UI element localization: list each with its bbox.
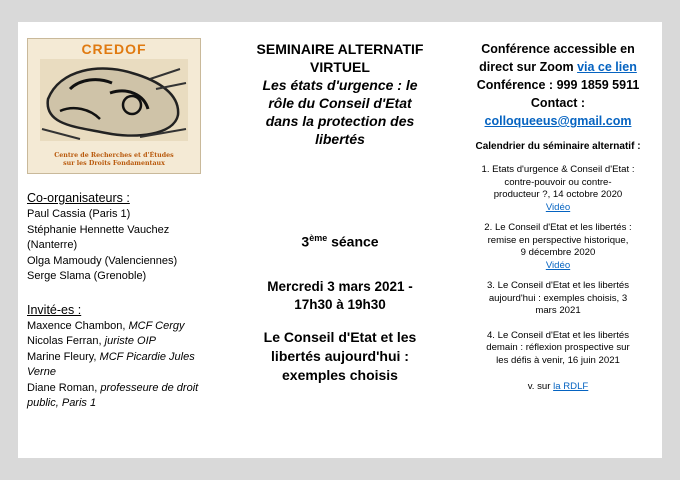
- calendar-item: 2. Le Conseil d'Etat et les libertés : remise en perspective historique, 9 décembre 2020: [484, 222, 632, 258]
- credof-logo: [27, 38, 201, 174]
- coorganizer-line: Stéphanie Hennette Vauchez: [27, 223, 170, 236]
- contact-email-link[interactable]: colloqueeus@gmail.com: [484, 114, 632, 128]
- calendar-heading: Calendrier du séminaire alternatif :: [475, 141, 641, 152]
- coorganizer-line: (Nanterre): [27, 239, 78, 251]
- seminar-title: SEMINAIRE ALTERNATIF VIRTUEL: [256, 41, 424, 75]
- rdlf-link[interactable]: la RDLF: [553, 381, 589, 392]
- calendar-item: 1. Etats d'urgence & Conseil d'Etat : contre-pouvoir ou contre- producteur ?, 14 octobre 2020: [481, 164, 635, 200]
- logo-drawing-icon: [40, 59, 188, 141]
- coorganizer-line: Serge Slama (Grenoble): [27, 270, 147, 282]
- conference-column: [458, 40, 658, 392]
- calendar-item: 4. Le Conseil d'Etat et les libertés demain : réflexion prospective sur les défis à venir, 16 juin 2021: [486, 329, 630, 366]
- logo-subtitle: Centre de Recherches et d'Études sur les Droits Fondamentaux: [54, 152, 174, 167]
- invited-line: Maxence Chambon, MCF Cergy: [27, 319, 185, 332]
- seminar-column: [240, 40, 440, 385]
- coorganizer-line: Olga Mamoudy (Valenciennes): [27, 254, 178, 267]
- session-number: 3ème séance: [301, 233, 379, 250]
- coorganizers-heading: Co-organisateurs :: [27, 191, 130, 205]
- seminar-topic: Les états d'urgence : le rôle du Conseil d'Etat dans la protection des libertés: [262, 77, 418, 147]
- video-link[interactable]: Vidéo: [545, 259, 571, 271]
- invited-line: Marine Fleury, MCF Picardie Jules: [27, 350, 195, 363]
- flyer-page: [18, 22, 662, 458]
- logo-title: CREDOF: [81, 41, 147, 57]
- conference-info: Conférence accessible en direct sur Zoom via ce lien Conférence : 999 1859 5911 Contact : colloqueeus@gmail.com: [476, 42, 640, 128]
- invited-line: Verne: [27, 366, 56, 378]
- invited-line: public, Paris 1: [27, 397, 97, 409]
- calendar-list: [458, 164, 658, 367]
- zoom-link[interactable]: via ce lien: [577, 60, 637, 74]
- invited-line: Nicolas Ferran, juriste OIP: [27, 335, 156, 347]
- coorganizer-line: Paul Cassia (Paris 1): [27, 208, 131, 220]
- video-link[interactable]: Vidéo: [545, 201, 571, 213]
- invited-heading: Invité-es :: [27, 302, 82, 317]
- invited-line: Diane Roman, professeure de droit: [27, 381, 199, 394]
- session-date: Mercredi 3 mars 2021 - 17h30 à 19h30: [267, 278, 413, 312]
- session-theme: Le Conseil d'Etat et les libertés aujourd'hui : exemples choisis: [263, 328, 417, 383]
- organizers-column: [27, 190, 247, 412]
- rdlf-note: v. sur la RDLF: [527, 381, 589, 392]
- calendar-item: 3. Le Conseil d'Etat et les libertés aujourd'hui : exemples choisis, 3 mars 2021: [486, 280, 630, 316]
